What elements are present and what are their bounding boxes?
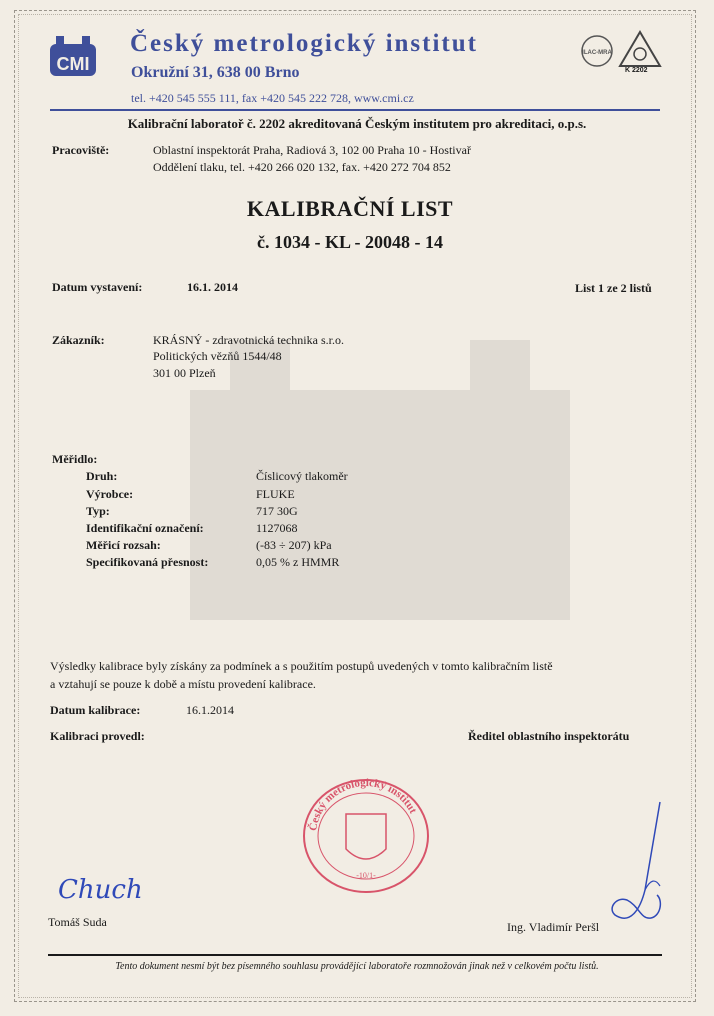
- instrument-field-label: Specifikovaná přesnost:: [86, 555, 209, 569]
- ilac-mra-icon: [580, 34, 614, 68]
- issue-date-value: 16.1. 2014: [187, 280, 238, 294]
- right-signature: [605, 800, 675, 930]
- coat-of-arms-icon: [346, 814, 386, 859]
- certificate-number: č. 1034 - KL - 20048 - 14: [257, 232, 443, 252]
- instrument-field-value: (-83 ÷ 207) kPa: [256, 538, 332, 552]
- results-note-line2: a vztahují se pouze k době a místu provedení kalibrace.: [50, 677, 316, 691]
- instrument-field-label: Identifikační označení:: [86, 521, 204, 535]
- calibration-date-value: 16.1.2014: [186, 703, 234, 717]
- right-signer-name: Ing. Vladimír Peršl: [507, 920, 600, 934]
- instrument-field-value: 717 30G: [256, 504, 298, 518]
- director-title: Ředitel oblastního inspektorátu: [468, 729, 630, 743]
- left-signer-name: Tomáš Suda: [48, 915, 107, 929]
- workplace-label: Pracoviště:: [52, 143, 110, 157]
- instrument-field-label: Druh:: [86, 469, 118, 483]
- document-title: KALIBRAČNÍ LIST: [246, 196, 454, 221]
- instrument-field-value: FLUKE: [256, 487, 295, 501]
- institute-contact: tel. +420 545 555 111, fax +420 545 222 728, www.cmi.cz: [131, 91, 414, 105]
- logo-text: CMI: [56, 54, 90, 74]
- customer-city: 301 00 Plzeň: [153, 366, 216, 380]
- left-signature: [56, 864, 156, 908]
- stamp-number: -10/1-: [356, 871, 376, 880]
- customer-name: KRÁSNÝ - zdravotnická technika s.r.o.: [153, 333, 344, 347]
- instrument-field-value: 0,05 % z HMMR: [256, 555, 340, 569]
- instrument-field-value: Číslicový tlakoměr: [256, 469, 348, 483]
- stamp-text: Český metrologický institut: [307, 776, 419, 832]
- header-divider: [50, 109, 660, 111]
- instrument-field-value: 1127068: [256, 521, 298, 535]
- instrument-field-label: Výrobce:: [86, 487, 134, 501]
- ilac-label: ILAC-MRA: [582, 50, 612, 56]
- workplace-line1: Oblastní inspektorát Praha, Radiová 3, 102 00 Praha 10 - Hostivař: [153, 143, 471, 157]
- svg-text:Český metrologický institut: [306, 777, 419, 832]
- institute-name: Český metrologický institut: [130, 30, 478, 57]
- customer-label: Zákazník:: [52, 333, 105, 347]
- sheet-count: List 1 ze 2 listů: [575, 281, 652, 295]
- instrument-field-label: Měřicí rozsah:: [86, 538, 161, 552]
- left-signature-text: Chuch: [58, 875, 143, 905]
- cmi-watermark: [170, 330, 590, 630]
- footer-divider: [48, 954, 662, 956]
- footer-note: Tento dokument nesmí být bez písemného souhlasu provádějící laboratoře rozmnožován jinak než v celkovém počtu listů.: [115, 961, 599, 972]
- issue-date-label: Datum vystavení:: [52, 280, 143, 294]
- accreditation-code: K 2202: [625, 67, 648, 74]
- results-note-line1: Výsledky kalibrace byly získány za podmínek a s použitím postupů uvedených v tomto kalibračním listě: [50, 659, 553, 673]
- lab-accreditation: Kalibrační laboratoř č. 2202 akreditovaná Českým institutem pro akreditaci, o.p.s.: [127, 116, 587, 131]
- instrument-field-label: Typ:: [86, 504, 110, 518]
- calibration-date-label: Datum kalibrace:: [50, 703, 141, 717]
- accreditation-triangle-icon: [618, 30, 662, 68]
- performed-by-label: Kalibraci provedl:: [50, 729, 145, 743]
- workplace-line2: Oddělení tlaku, tel. +420 266 020 132, fax. +420 272 704 852: [153, 160, 451, 174]
- customer-street: Politických vězňů 1544/48: [153, 349, 282, 363]
- institute-address: Okružní 31, 638 00 Brno: [131, 64, 300, 81]
- institute-stamp: [296, 774, 436, 894]
- cmi-logo: [48, 34, 98, 78]
- instrument-label: Měřidlo:: [52, 452, 98, 466]
